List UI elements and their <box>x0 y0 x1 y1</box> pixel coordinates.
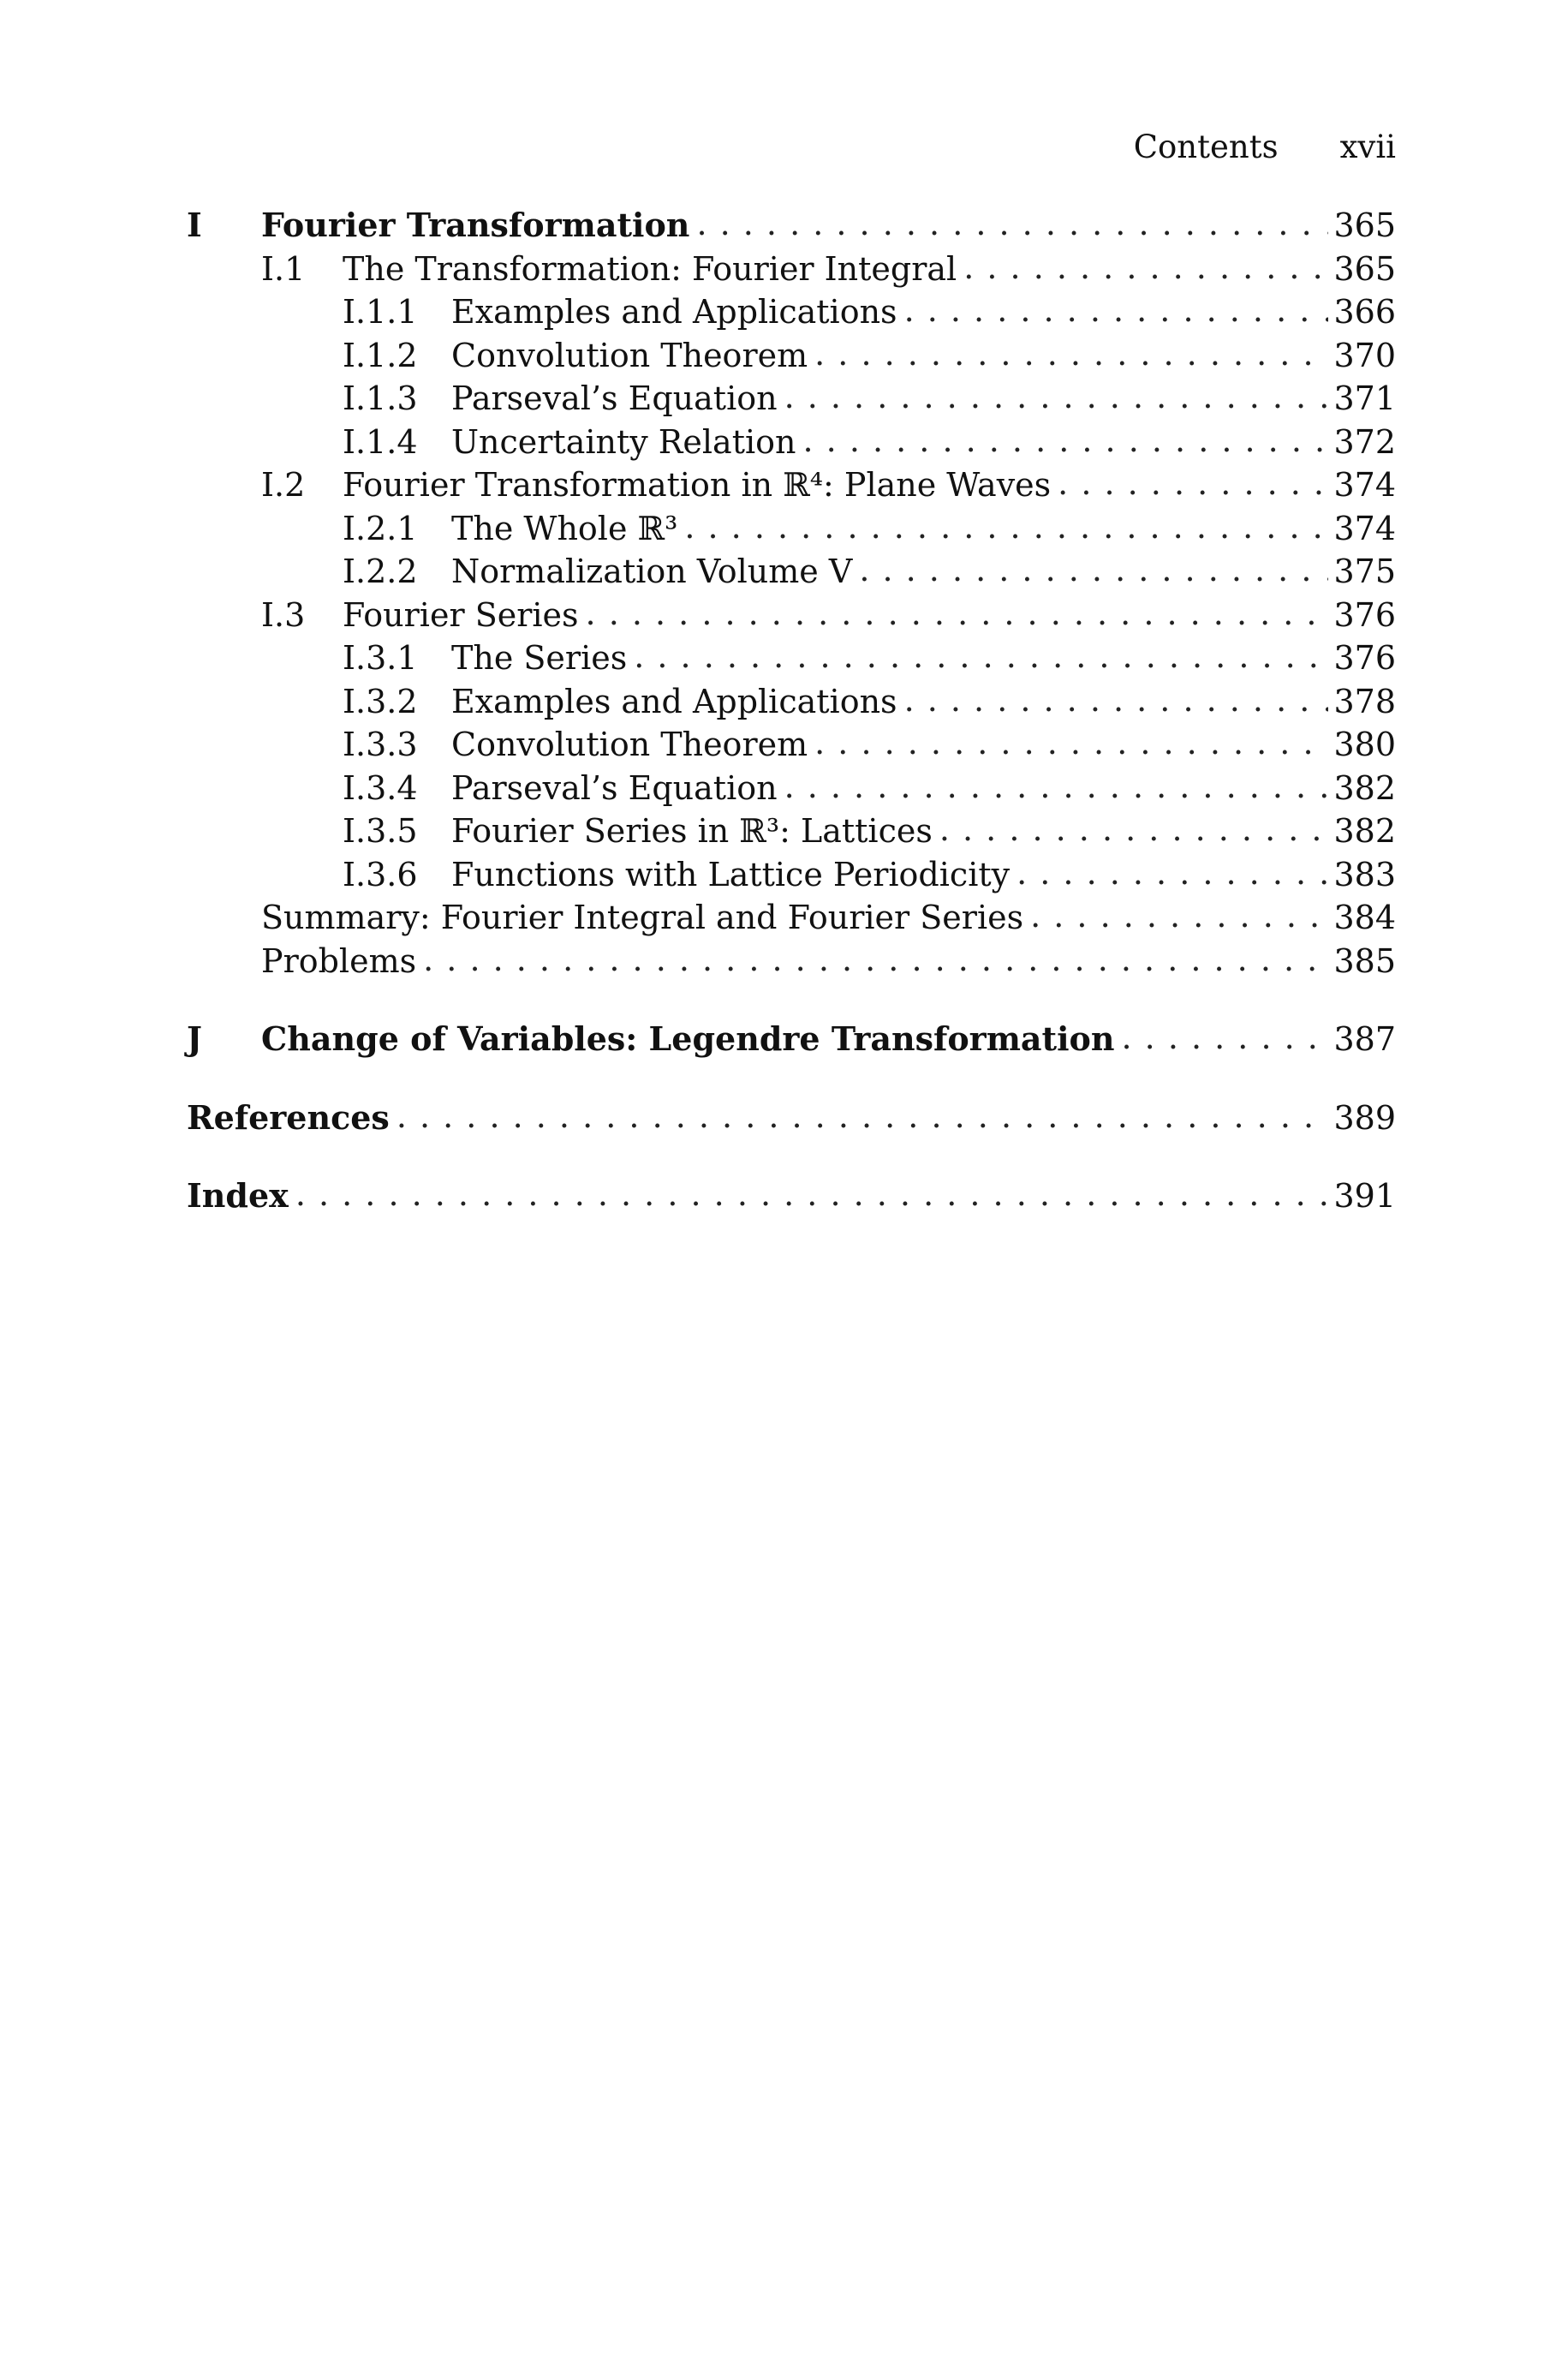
dot-leader <box>939 808 1329 851</box>
toc-entry-chapter[interactable] <box>187 204 1396 248</box>
entry-page-number: 389 <box>1333 1098 1396 1137</box>
toc-entry-subsection[interactable] <box>187 636 1396 680</box>
entry-page-number: 378 <box>1333 682 1396 720</box>
table-of-contents <box>187 204 1396 1218</box>
entry-number: I.2 <box>261 466 306 504</box>
toc-entry-subsection[interactable] <box>187 334 1396 378</box>
toc-entry-summary[interactable] <box>187 896 1396 940</box>
entry-title: Fourier Transformation in ℝ⁴: Plane Waves <box>343 466 1052 504</box>
entry-number: I.1.1 <box>343 293 418 331</box>
entry-page-number: 374 <box>1333 509 1396 547</box>
entry-page-number: 382 <box>1333 768 1396 807</box>
toc-entry-subsection[interactable] <box>187 507 1396 551</box>
dot-leader <box>586 592 1329 635</box>
toc-entry-subsection[interactable] <box>187 421 1396 464</box>
entry-page-number: 371 <box>1333 379 1396 417</box>
dot-leader <box>1122 1016 1329 1059</box>
toc-entry-subsection[interactable] <box>187 810 1396 853</box>
entry-number: I.3.3 <box>343 726 418 763</box>
entry-page-number: 365 <box>1333 249 1396 288</box>
dot-leader <box>784 375 1329 418</box>
toc-entry-subsection[interactable] <box>187 767 1396 810</box>
entry-number: I.1.4 <box>343 422 418 461</box>
entry-number: I.3.1 <box>343 639 418 677</box>
entry-page-number: 370 <box>1333 336 1396 374</box>
entry-title: Examples and Applications <box>451 682 897 720</box>
entry-title: Examples and Applications <box>451 293 897 331</box>
entry-page-number: 383 <box>1333 855 1396 893</box>
entry-number: I.3.4 <box>343 768 418 807</box>
entry-number: I.3.2 <box>343 682 418 720</box>
dot-leader <box>634 635 1328 678</box>
entry-number: I.2.1 <box>343 509 418 547</box>
dot-leader <box>784 765 1329 808</box>
entry-page-number: 384 <box>1333 899 1396 936</box>
entry-number: I.2.2 <box>343 553 418 590</box>
toc-entry-subsection[interactable] <box>187 550 1396 594</box>
toc-entry-subsection[interactable] <box>187 377 1396 421</box>
entry-title: Index <box>187 1176 289 1215</box>
entry-title: The Transformation: Fourier Integral <box>343 249 957 288</box>
entry-title: References <box>187 1097 390 1137</box>
entry-title: The Series <box>451 639 628 677</box>
entry-title: Normalization Volume V <box>451 553 853 590</box>
entry-number: I.3 <box>261 595 306 634</box>
entry-page-number: 374 <box>1333 466 1396 504</box>
toc-entry-subsection[interactable] <box>187 680 1396 724</box>
entry-page-number: 380 <box>1333 726 1396 763</box>
entry-number: I <box>187 206 202 244</box>
entry-page-number: 385 <box>1333 941 1396 980</box>
entry-title: The Whole ℝ³ <box>451 509 678 547</box>
toc-entry-subsection[interactable] <box>187 723 1396 767</box>
dot-leader <box>1017 851 1328 894</box>
running-head-title: Contents <box>1133 128 1279 165</box>
entry-title: Functions with Lattice Periodicity <box>451 855 1011 893</box>
dot-leader <box>423 938 1328 981</box>
dot-leader <box>295 1173 1329 1216</box>
toc-entry-index[interactable] <box>187 1174 1396 1218</box>
toc-entry-section[interactable] <box>187 463 1396 507</box>
toc-entry-problems[interactable] <box>187 940 1396 983</box>
toc-entry-chapter[interactable] <box>187 1018 1396 1061</box>
dot-leader <box>859 548 1328 591</box>
dot-leader <box>814 721 1328 764</box>
toc-entry-references[interactable] <box>187 1096 1396 1140</box>
entry-number: I.1.2 <box>343 336 418 374</box>
entry-number: I.1 <box>261 249 306 288</box>
entry-title: Uncertainty Relation <box>451 422 796 461</box>
entry-title: Convolution Theorem <box>451 726 808 763</box>
dot-leader <box>814 332 1328 375</box>
dot-leader <box>684 505 1328 548</box>
entry-title: Problems <box>261 941 417 980</box>
toc-entry-section[interactable] <box>187 248 1396 291</box>
entry-page-number: 366 <box>1333 293 1396 331</box>
entry-title: Parseval’s Equation <box>451 768 778 807</box>
entry-page-number: 387 <box>1333 1020 1396 1058</box>
entry-number: J <box>187 1019 202 1058</box>
entry-title: Fourier Series in ℝ³: Lattices <box>451 812 933 850</box>
entry-number: I.3.6 <box>343 855 418 893</box>
dot-leader <box>1030 894 1328 937</box>
dot-leader <box>904 678 1329 721</box>
running-head <box>187 128 1396 171</box>
entry-page-number: 365 <box>1333 206 1396 244</box>
entry-title: Parseval’s Equation <box>451 379 778 417</box>
entry-number: I.3.5 <box>343 812 418 850</box>
running-head-page-number: xvii <box>1339 128 1396 165</box>
toc-entry-subsection[interactable] <box>187 290 1396 334</box>
entry-title: Fourier Series <box>343 595 579 634</box>
dot-leader <box>904 289 1329 332</box>
dot-leader <box>696 202 1328 245</box>
toc-entry-subsection[interactable] <box>187 853 1396 897</box>
entry-page-number: 375 <box>1333 553 1396 590</box>
dot-leader <box>963 246 1328 289</box>
entry-title: Fourier Transformation <box>261 206 690 244</box>
entry-page-number: 376 <box>1333 595 1396 634</box>
entry-page-number: 391 <box>1333 1177 1396 1215</box>
entry-number: I.1.3 <box>343 379 418 417</box>
toc-entry-section[interactable] <box>187 594 1396 637</box>
entry-title: Change of Variables: Legendre Transformation <box>261 1019 1115 1058</box>
dot-leader <box>1058 462 1328 505</box>
entry-page-number: 372 <box>1333 422 1396 461</box>
entry-page-number: 376 <box>1333 639 1396 677</box>
entry-title: Convolution Theorem <box>451 336 808 374</box>
entry-page-number: 382 <box>1333 812 1396 850</box>
dot-leader <box>396 1095 1329 1138</box>
entry-title: Summary: Fourier Integral and Fourier Series <box>261 899 1024 936</box>
dot-leader <box>803 419 1329 462</box>
